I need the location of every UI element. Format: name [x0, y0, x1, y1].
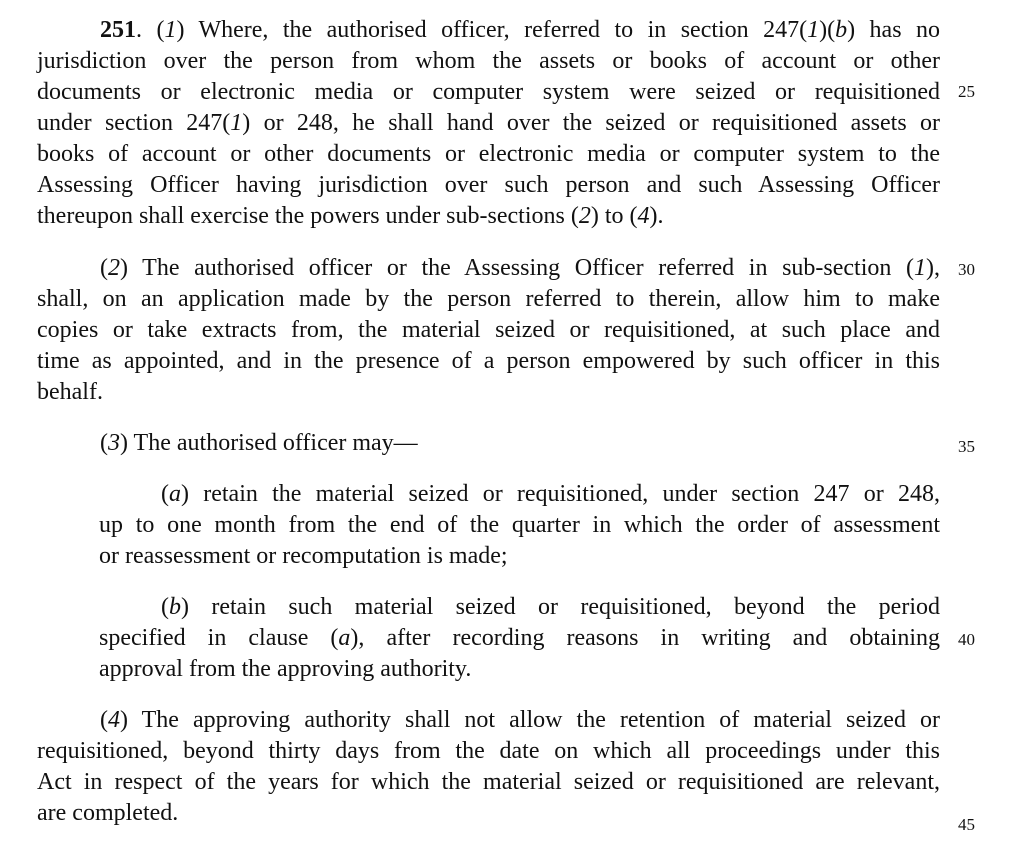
text-line — [37, 428, 940, 459]
text-line — [99, 592, 940, 623]
text-run: specified in clause ( — [99, 625, 339, 651]
text-run: Assessing Officer having jurisdiction over such person and such Assessing Officer — [37, 172, 940, 198]
italic-run: 1 — [914, 255, 926, 281]
italic-run: b — [835, 17, 848, 43]
text-line — [37, 77, 940, 108]
paragraph-sec251-3 — [37, 428, 940, 459]
text-run: ) retain the material seized or requisitioned, under section 247 or 248, — [181, 481, 940, 507]
text-run: requisitioned, beyond thirty days from the date on which all proceedings under this — [37, 738, 940, 764]
text-line — [37, 798, 940, 829]
text-run: )( — [819, 17, 836, 43]
italic-run: 2 — [578, 203, 591, 229]
text-line — [99, 623, 940, 654]
text-run: thereupon shall exercise the powers under sub-sections ( — [37, 203, 579, 229]
text-run: ) Where, the authorised officer, referred to in section 247( — [176, 17, 808, 43]
margin-line-number: 25 — [958, 82, 975, 101]
paragraph-sec251-4 — [37, 705, 940, 829]
text-run: copies or take extracts from, the material seized or requisitioned, at such place and — [37, 317, 940, 343]
italic-run: 1 — [230, 110, 243, 136]
text-run: Act in respect of the years for which the material seized or requisitioned are relevant, — [37, 769, 940, 795]
text-run: shall, on an application made by the person referred to therein, allow him to make — [37, 286, 940, 312]
italic-run: 4 — [108, 707, 120, 733]
italic-run: 1 — [807, 17, 820, 43]
text-line — [37, 284, 940, 315]
paragraph-sec251-2 — [37, 253, 940, 408]
text-line — [99, 479, 940, 510]
section-number: 251 — [100, 17, 136, 43]
margin-line-number: 40 — [958, 630, 975, 649]
text-line — [37, 705, 940, 736]
italic-run: a — [169, 481, 181, 507]
text-run: are completed. — [37, 800, 179, 826]
text-run: ( — [100, 430, 108, 456]
text-run: ), — [926, 255, 940, 281]
text-run: ( — [161, 481, 169, 507]
italic-run: a — [338, 625, 351, 651]
text-run: ) has no — [847, 17, 940, 43]
text-run: ( — [161, 594, 169, 620]
text-line — [37, 346, 940, 377]
text-line — [37, 139, 940, 170]
text-run: ) The authorised officer may— — [120, 430, 418, 456]
text-line — [37, 253, 940, 284]
text-run: ) The approving authority shall not allow the retention of material seized or — [120, 707, 940, 733]
text-run: under section 247( — [37, 110, 231, 136]
text-run: ). — [649, 203, 664, 229]
text-run: behalf. — [37, 379, 103, 405]
text-line — [37, 46, 940, 77]
text-run: ) retain such material seized or requisitioned, beyond the period — [181, 594, 940, 620]
text-run: ) to ( — [590, 203, 638, 229]
text-run: ) or 248, he shall hand over the seized or requisitioned assets or — [242, 110, 940, 136]
paragraph-sec251-3b — [99, 592, 940, 685]
italic-run: b — [169, 594, 181, 620]
text-run: up to one month from the end of the quarter in which the order of assessment — [99, 512, 940, 538]
text-line — [99, 510, 940, 541]
text-line — [37, 15, 940, 46]
text-run: ( — [100, 707, 108, 733]
italic-run: 1 — [164, 17, 177, 43]
text-line — [37, 201, 940, 232]
italic-run: 2 — [108, 255, 120, 281]
text-line — [37, 377, 940, 408]
text-run: ( — [100, 255, 108, 281]
text-line — [37, 315, 940, 346]
text-run: approval from the approving authority. — [99, 656, 472, 682]
text-line — [37, 767, 940, 798]
text-line — [37, 736, 940, 767]
italic-run: 4 — [637, 203, 650, 229]
text-run: ) The authorised officer or the Assessing Officer referred in sub-section ( — [120, 255, 914, 281]
text-run: or reassessment or recomputation is made; — [99, 543, 508, 569]
paragraph-sec251-1 — [37, 15, 940, 232]
text-line — [99, 654, 940, 685]
margin-line-number: 35 — [958, 437, 975, 456]
paragraph-sec251-3a — [99, 479, 940, 572]
text-run: documents or electronic media or computer system were seized or requisitioned — [37, 79, 940, 105]
text-run: ), after recording reasons in writing and obtaining — [350, 625, 941, 651]
margin-line-number: 30 — [958, 260, 975, 279]
text-line — [99, 541, 940, 572]
text-run: . ( — [136, 17, 165, 43]
text-run: books of account or other documents or electronic media or computer system to the — [37, 141, 940, 167]
text-line — [37, 170, 940, 201]
text-run: jurisdiction over the person from whom the assets or books of account or other — [37, 48, 940, 74]
text-run: time as appointed, and in the presence of a person empowered by such officer in this — [37, 348, 940, 374]
italic-run: 3 — [108, 430, 120, 456]
text-line — [37, 108, 940, 139]
margin-line-number: 45 — [958, 815, 975, 834]
